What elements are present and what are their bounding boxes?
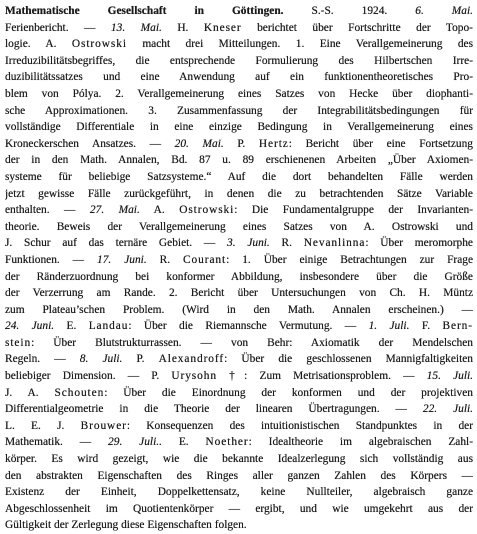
text-run: logie. A. bbox=[5, 38, 72, 51]
text-run: R. bbox=[269, 237, 304, 250]
text-line bbox=[5, 103, 473, 120]
text-line bbox=[5, 285, 473, 302]
text-run: P. bbox=[223, 137, 259, 150]
speaker-name: Urysohn bbox=[171, 370, 217, 383]
text-run: A. bbox=[139, 204, 180, 217]
text-run: : Idealtheorie im algebraischen Zahl- bbox=[248, 436, 473, 449]
text-run: : 1. Über einige Betrachtungen zur Frage bbox=[226, 253, 473, 266]
text-run: Irreduzibilitätsbegriffes, die entsprechende Formulierung des Hilbertschen Irre- bbox=[5, 54, 473, 67]
text-line bbox=[5, 351, 473, 368]
text-line bbox=[5, 235, 473, 252]
speaker-name: Schouten bbox=[54, 386, 105, 399]
text-run: duzibilitätssatzes und eine Anwendung auf ein funktionentheoretisches Pro- bbox=[5, 71, 473, 84]
text-run: Abgeschlossenheit im Quotientenkörper — ergibt, und wie umgekehrt aus der bbox=[5, 502, 473, 515]
text-run: F. bbox=[409, 320, 443, 333]
text-line bbox=[5, 136, 473, 153]
text-run: : Die Fundamentalgruppe der Invarianten- bbox=[234, 204, 473, 217]
text-line bbox=[5, 484, 473, 501]
text-line bbox=[5, 368, 473, 385]
speaker-name: Nevanlinna bbox=[303, 237, 366, 250]
text-line bbox=[5, 20, 473, 37]
text-run: der in den Math. Annalen, Bd. 87 u. 89 erschienenen Arbeiten „Über Axiomen- bbox=[5, 154, 473, 167]
text-line bbox=[5, 517, 473, 534]
text-run: Funktionen. — bbox=[5, 253, 98, 266]
text-run: : Bericht über eine Fortsetzung bbox=[288, 137, 473, 150]
text-line bbox=[5, 119, 473, 136]
text-line bbox=[5, 69, 473, 86]
text-run: der Verzerrung am Rande. 2. Bericht über Untersuchungen von Ch. H. Müntz bbox=[5, 287, 473, 300]
text-run: Differentialgeometrie in die Theorie der linearen Übertragungen. — bbox=[5, 403, 423, 416]
text-run: Existenz der Einheit, Doppelkettensatz, keine Nullteiler, algebraisch ganze bbox=[5, 486, 473, 499]
text-run: J. Schur auf das ternäre Gebiet. — bbox=[5, 237, 228, 250]
session-date: 24. Juni. bbox=[5, 320, 55, 333]
text-run: der Ränderzuordnung bei konformer Abbildung, insbesondere über die Größe bbox=[5, 270, 473, 283]
text-run: Kroneckerschen Ansatzes. — bbox=[5, 137, 175, 150]
text-line bbox=[5, 202, 473, 219]
session-date: 20. Mai. bbox=[174, 137, 224, 150]
text-line bbox=[5, 3, 473, 20]
text-run: enthalten. — bbox=[5, 204, 90, 217]
text-line bbox=[5, 418, 473, 435]
speaker-name: Kneser bbox=[203, 21, 242, 34]
text-line bbox=[5, 434, 473, 451]
speaker-name: stein bbox=[5, 336, 32, 349]
text-line bbox=[5, 468, 473, 485]
speaker-name: Courant bbox=[183, 253, 227, 266]
text-line bbox=[5, 451, 473, 468]
text-run: : Über die Riemannsche Vermutung. — bbox=[128, 320, 369, 333]
text-run: systeme für beliebige Satzsysteme.“ Auf die dort behandelten Fälle werden bbox=[5, 170, 473, 183]
text-run: E. bbox=[54, 320, 89, 333]
section-heading: Mathematische Gesellschaft in Göttingen. bbox=[5, 5, 284, 17]
text-line bbox=[5, 53, 473, 70]
text-run: : Über die geschlossenen Mannigfaltigkeiten bbox=[224, 353, 473, 366]
text-line bbox=[5, 335, 473, 352]
text-line bbox=[5, 36, 473, 53]
speaker-name: Hertz bbox=[258, 137, 289, 150]
text-run: beliebiger Dimension. — P. bbox=[5, 370, 172, 383]
speaker-name: Ostrowski bbox=[179, 204, 235, 217]
session-date: 27. Mai. bbox=[89, 204, 140, 217]
text-run: Mathematik. — bbox=[5, 436, 109, 449]
text-line bbox=[5, 252, 473, 269]
text-run: : Über meromorphe bbox=[365, 237, 473, 250]
text-line bbox=[5, 401, 473, 418]
speaker-name: Ostrowski bbox=[71, 38, 127, 51]
session-date: 29. Juli.. bbox=[108, 436, 162, 449]
text-line bbox=[5, 501, 473, 518]
text-run: : Über Blutstrukturrassen. — von Behr: Axiomatik der Mendelschen bbox=[31, 336, 473, 349]
speaker-name: Landau bbox=[88, 320, 129, 333]
text-run: theorie. Beweis der Verallgemeinerung eines Satzes von A. Ostrowski und bbox=[5, 220, 473, 233]
text-run: jetzt gewisse Fälle zurückgeführt, in denen die zu betrachtenden Sätze Variable bbox=[5, 187, 473, 200]
session-date: 8. Juli. bbox=[79, 353, 123, 366]
text-line bbox=[5, 219, 473, 236]
session-date: 15. Juli. bbox=[426, 370, 473, 383]
text-run: den abstrakten Eigenschaften des Ringes aller ganzen Zahlen des Körpers — bbox=[5, 469, 473, 482]
speaker-name: Brouwer bbox=[80, 419, 127, 432]
text-run: Ferienbericht. — bbox=[5, 21, 111, 34]
document-body bbox=[5, 3, 473, 534]
text-run: H. bbox=[161, 21, 204, 34]
text-line bbox=[5, 385, 473, 402]
session-date: 22. Juli. bbox=[422, 403, 473, 416]
text-run: körper. Es wird gezeigt, wie die bekannte Idealzerlegung sich vollständig aus bbox=[5, 453, 473, 466]
session-date: 3. Juni. bbox=[227, 237, 270, 250]
text-line bbox=[5, 269, 473, 286]
text-line bbox=[5, 152, 473, 169]
session-date: 13. Mai. bbox=[110, 21, 162, 34]
text-run: : Über die Einordnung der konformen und der projektiven bbox=[104, 386, 473, 399]
text-run: : Konsequenzen des intuitionistischen Standpunktes in der bbox=[126, 419, 473, 432]
text-line bbox=[5, 302, 473, 319]
speaker-name: Bern- bbox=[442, 320, 473, 333]
text-run: vollständige Differentiale in eine einzige Bedingung in Verallgemeinerung eines bbox=[5, 121, 473, 134]
text-run: berichtet über Fortschritte der Topo- bbox=[241, 21, 473, 34]
session-date: 6. Mai. bbox=[415, 5, 473, 17]
text-run: E. bbox=[161, 436, 206, 449]
text-line bbox=[5, 169, 473, 186]
text-run: Gültigkeit der Zerlegung diese Eigenschaften folgen. bbox=[5, 519, 247, 532]
text-run: J. A. bbox=[5, 386, 55, 399]
text-run: †: Zum Metrisationsproblem. — bbox=[216, 370, 427, 383]
text-run: blem von Pólya. 2. Verallgemeinerung eines Satzes von Hecke über diophanti- bbox=[5, 87, 473, 100]
text-run: S.-S. 1924. bbox=[283, 5, 416, 17]
text-run: macht drei Mitteilungen. 1. Eine Verallgemeinerung des bbox=[126, 38, 473, 51]
speaker-name: Noether bbox=[205, 436, 249, 449]
text-line bbox=[5, 86, 473, 103]
text-run: L. E. J. bbox=[5, 419, 81, 432]
text-run: R. bbox=[146, 253, 184, 266]
text-run: zum Plateau’schen Problem. (Wird in den Math. Annalen erscheinen.) — bbox=[5, 303, 473, 316]
text-run: P. bbox=[122, 353, 159, 366]
session-date: 17. Juni. bbox=[97, 253, 147, 266]
text-line bbox=[5, 318, 473, 335]
text-line bbox=[5, 186, 473, 203]
session-date: 1. Juli. bbox=[368, 320, 410, 333]
text-run: Regeln. — bbox=[5, 353, 80, 366]
text-run: sche Approximationen. 3. Zusammenfassung der Integrabilitätsbedingungen für bbox=[5, 104, 473, 117]
speaker-name: Alexandroff bbox=[158, 353, 225, 366]
